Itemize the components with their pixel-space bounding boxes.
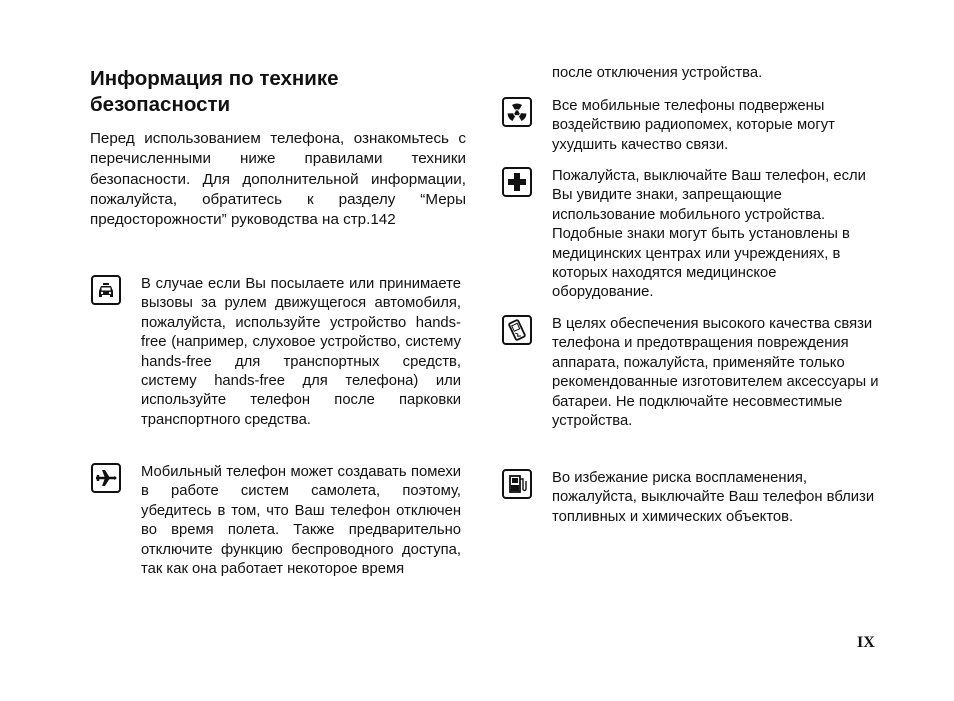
page-title: Информация по технике безопасности — [90, 67, 339, 116]
continued-text: после отключения устройства. — [552, 65, 763, 81]
safety-item-text: Мобильный телефон может создавать помехи в работе систем самолета, поэтому, убедитесь в том, что Ваш телефон отключен во время полета. Также предварительно отключите функцию беспроводного доступа, так как она работает некоторое время — [141, 464, 461, 578]
medical-cross-icon — [502, 167, 532, 197]
car-icon — [91, 275, 121, 305]
safety-item-text: В целях обеспечения высокого качества связи телефона и предотвращения повреждения аппарата, пожалуйста, применяйте только рекомендованные изготовителем аксессуары и батареи. Не подключайте несовместимые устройства. — [552, 316, 879, 430]
airplane-icon — [91, 463, 121, 493]
safety-item-text: Все мобильные телефоны подвержены воздействию радиопомех, которые могут ухудшить качество связи. — [552, 98, 835, 153]
radiation-icon — [502, 97, 532, 127]
page-number: IX — [857, 634, 875, 651]
intro-paragraph: Перед использованием телефона, ознакомьтесь с перечисленными ниже правилами техники безопасности. Для дополнительной информации, пожалуйста, обратитесь к разделу “Меры предосторожности” руководства на стр.142 — [90, 130, 466, 229]
safety-item-text: В случае если Вы посылаете или принимаете вызовы за рулем движущегося автомобиля, пожалуйста, используйте устройство hands-free (например, слуховое устройство, систему hands-free для транспортных средств, систему hands-free для телефона) или используйте телефон после парковки транспортного средства. — [141, 276, 461, 428]
safety-item-text: Пожалуйста, выключайте Ваш телефон, если Вы увидите знаки, запрещающие использование мобильного устройства. Подобные знаки могут быть установлены в медицинских центрах или учреждениях, в которых находятся медицинское оборудование. — [552, 168, 866, 301]
phone-damage-icon — [502, 315, 532, 345]
fuel-pump-icon — [502, 469, 532, 499]
safety-item-text: Во избежание риска воспламенения, пожалуйста, выключайте Ваш телефон вблизи топливных и химических объектов. — [552, 470, 875, 525]
